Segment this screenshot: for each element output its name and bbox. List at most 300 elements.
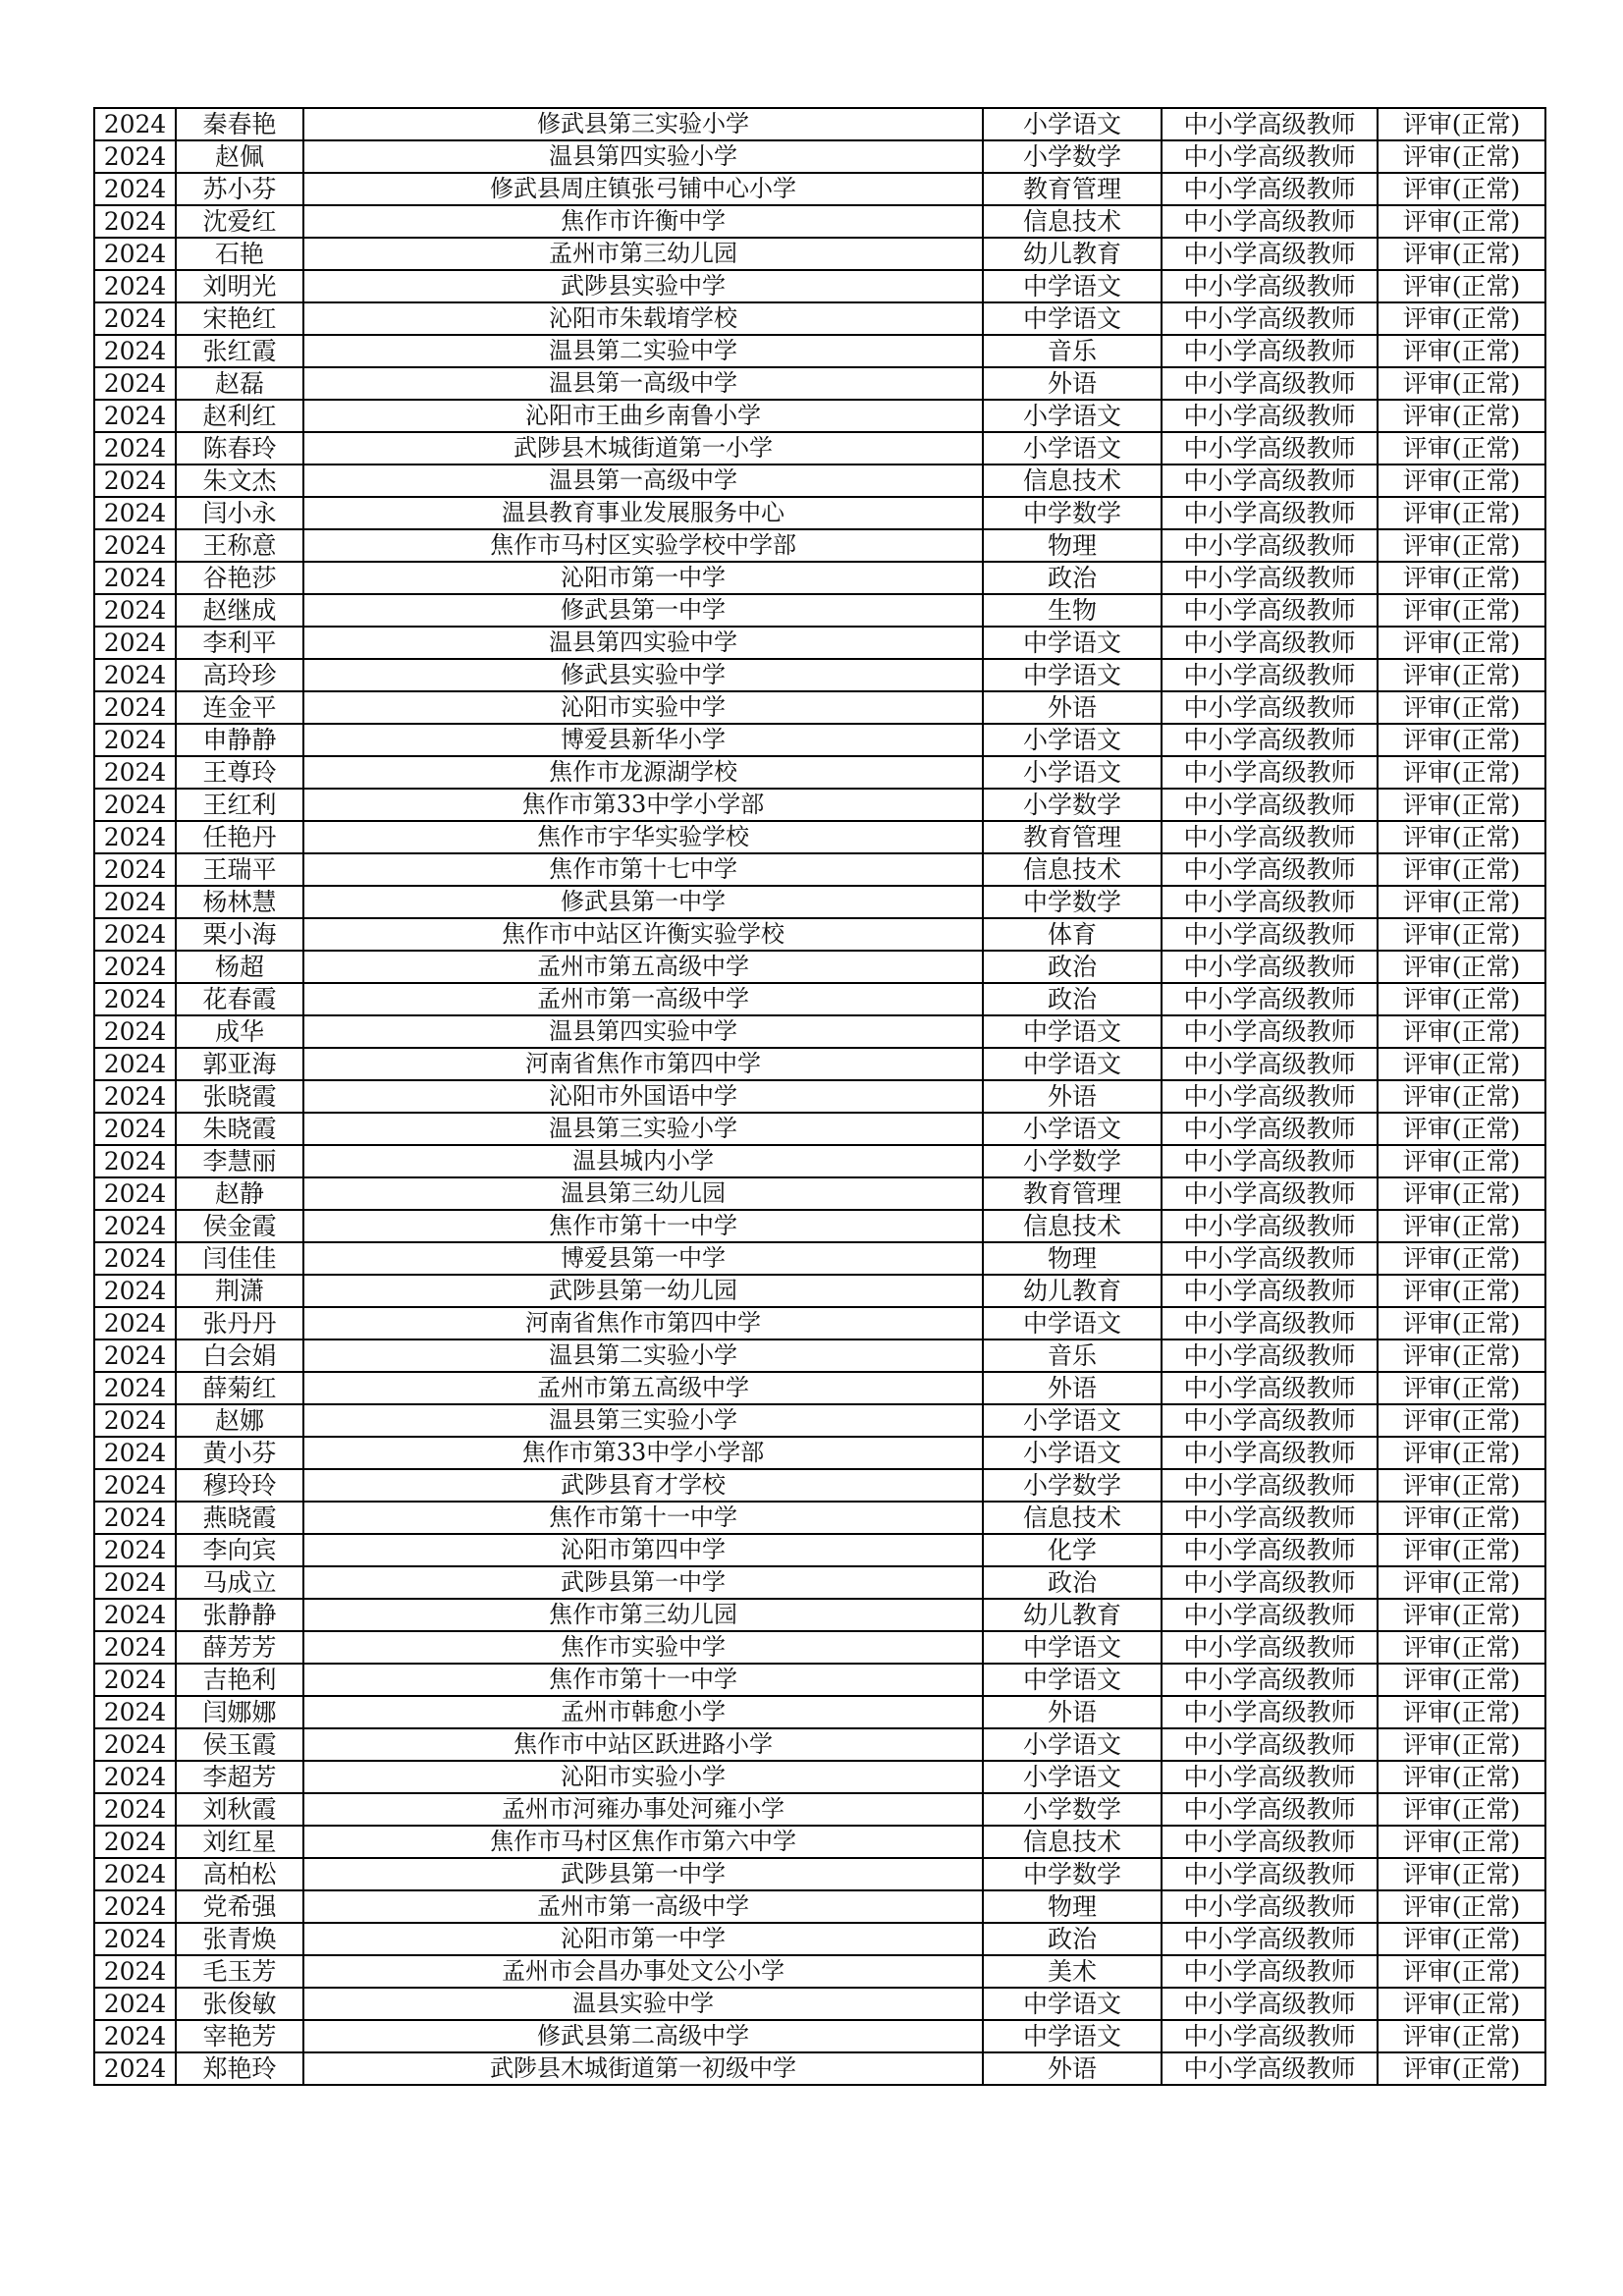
- review-type-cell: 评审(正常): [1378, 1307, 1545, 1339]
- year-cell: 2024: [94, 465, 176, 497]
- table-row: [94, 108, 1545, 140]
- institution-cell: 博爱县第一中学: [303, 1242, 983, 1275]
- subject-cell: 小学数学: [983, 1469, 1162, 1502]
- institution-cell: 焦作市第33中学小学部: [303, 1437, 983, 1469]
- institution-cell: 孟州市第一高级中学: [303, 1890, 983, 1923]
- table-row: [94, 1858, 1545, 1890]
- table-row: [94, 1437, 1545, 1469]
- title-cell: 中小学高级教师: [1162, 886, 1378, 918]
- name-cell: 薛菊红: [176, 1372, 303, 1404]
- subject-cell: 小学语文: [983, 1437, 1162, 1469]
- subject-cell: 生物: [983, 594, 1162, 627]
- table-row: [94, 1534, 1545, 1566]
- year-cell: 2024: [94, 724, 176, 756]
- year-cell: 2024: [94, 562, 176, 594]
- teacher-roster-table: [93, 107, 1546, 2086]
- institution-cell: 武陟县第一中学: [303, 1566, 983, 1599]
- review-type-cell: 评审(正常): [1378, 789, 1545, 821]
- title-cell: 中小学高级教师: [1162, 1890, 1378, 1923]
- title-cell: 中小学高级教师: [1162, 918, 1378, 951]
- name-cell: 成华: [176, 1015, 303, 1048]
- title-cell: 中小学高级教师: [1162, 789, 1378, 821]
- subject-cell: 外语: [983, 2052, 1162, 2085]
- title-cell: 中小学高级教师: [1162, 497, 1378, 529]
- title-cell: 中小学高级教师: [1162, 1761, 1378, 1793]
- name-cell: 张丹丹: [176, 1307, 303, 1339]
- subject-cell: 中学语文: [983, 1988, 1162, 2020]
- subject-cell: 政治: [983, 1923, 1162, 1955]
- subject-cell: 信息技术: [983, 853, 1162, 886]
- table-row: [94, 562, 1545, 594]
- year-cell: 2024: [94, 1339, 176, 1372]
- institution-cell: 温县第四实验小学: [303, 140, 983, 173]
- subject-cell: 小学语文: [983, 400, 1162, 432]
- review-type-cell: 评审(正常): [1378, 1826, 1545, 1858]
- table-row: [94, 1923, 1545, 1955]
- subject-cell: 信息技术: [983, 205, 1162, 238]
- table-row: [94, 789, 1545, 821]
- year-cell: 2024: [94, 691, 176, 724]
- name-cell: 闫娜娜: [176, 1696, 303, 1728]
- review-type-cell: 评审(正常): [1378, 173, 1545, 205]
- name-cell: 赵静: [176, 1177, 303, 1210]
- year-cell: 2024: [94, 1761, 176, 1793]
- title-cell: 中小学高级教师: [1162, 1793, 1378, 1826]
- review-type-cell: 评审(正常): [1378, 2052, 1545, 2085]
- year-cell: 2024: [94, 1080, 176, 1113]
- institution-cell: 沁阳市外国语中学: [303, 1080, 983, 1113]
- table-row: [94, 1566, 1545, 1599]
- review-type-cell: 评审(正常): [1378, 756, 1545, 789]
- review-type-cell: 评审(正常): [1378, 1761, 1545, 1793]
- title-cell: 中小学高级教师: [1162, 1599, 1378, 1631]
- name-cell: 闫佳佳: [176, 1242, 303, 1275]
- table-row: [94, 1761, 1545, 1793]
- subject-cell: 音乐: [983, 1339, 1162, 1372]
- name-cell: 沈爱红: [176, 205, 303, 238]
- table-row: [94, 1664, 1545, 1696]
- name-cell: 朱晓霞: [176, 1113, 303, 1145]
- title-cell: 中小学高级教师: [1162, 1275, 1378, 1307]
- year-cell: 2024: [94, 1566, 176, 1599]
- subject-cell: 化学: [983, 1534, 1162, 1566]
- institution-cell: 修武县第一中学: [303, 594, 983, 627]
- name-cell: 侯玉霞: [176, 1728, 303, 1761]
- subject-cell: 小学语文: [983, 1761, 1162, 1793]
- subject-cell: 小学数学: [983, 789, 1162, 821]
- institution-cell: 焦作市马村区实验学校中学部: [303, 529, 983, 562]
- table-row: [94, 1631, 1545, 1664]
- title-cell: 中小学高级教师: [1162, 1080, 1378, 1113]
- name-cell: 赵磊: [176, 367, 303, 400]
- table-row: [94, 1793, 1545, 1826]
- name-cell: 穆玲玲: [176, 1469, 303, 1502]
- name-cell: 党希强: [176, 1890, 303, 1923]
- year-cell: 2024: [94, 270, 176, 302]
- subject-cell: 外语: [983, 1696, 1162, 1728]
- review-type-cell: 评审(正常): [1378, 1080, 1545, 1113]
- name-cell: 李利平: [176, 627, 303, 659]
- institution-cell: 沁阳市朱载堉学校: [303, 302, 983, 335]
- institution-cell: 河南省焦作市第四中学: [303, 1307, 983, 1339]
- subject-cell: 教育管理: [983, 1177, 1162, 1210]
- year-cell: 2024: [94, 1048, 176, 1080]
- institution-cell: 焦作市第十一中学: [303, 1502, 983, 1534]
- institution-cell: 焦作市第33中学小学部: [303, 789, 983, 821]
- table-row: [94, 140, 1545, 173]
- subject-cell: 中学语文: [983, 1048, 1162, 1080]
- table-row: [94, 1988, 1545, 2020]
- year-cell: 2024: [94, 659, 176, 691]
- subject-cell: 中学语文: [983, 627, 1162, 659]
- title-cell: 中小学高级教师: [1162, 1210, 1378, 1242]
- review-type-cell: 评审(正常): [1378, 1210, 1545, 1242]
- title-cell: 中小学高级教师: [1162, 1339, 1378, 1372]
- name-cell: 刘明光: [176, 270, 303, 302]
- name-cell: 杨超: [176, 951, 303, 983]
- institution-cell: 修武县第三实验小学: [303, 108, 983, 140]
- review-type-cell: 评审(正常): [1378, 1793, 1545, 1826]
- institution-cell: 焦作市马村区焦作市第六中学: [303, 1826, 983, 1858]
- institution-cell: 武陟县育才学校: [303, 1469, 983, 1502]
- subject-cell: 政治: [983, 1566, 1162, 1599]
- subject-cell: 物理: [983, 529, 1162, 562]
- table-row: [94, 1339, 1545, 1372]
- subject-cell: 外语: [983, 691, 1162, 724]
- title-cell: 中小学高级教师: [1162, 400, 1378, 432]
- review-type-cell: 评审(正常): [1378, 594, 1545, 627]
- name-cell: 张俊敏: [176, 1988, 303, 2020]
- title-cell: 中小学高级教师: [1162, 1534, 1378, 1566]
- title-cell: 中小学高级教师: [1162, 821, 1378, 853]
- subject-cell: 政治: [983, 562, 1162, 594]
- year-cell: 2024: [94, 983, 176, 1015]
- name-cell: 闫小永: [176, 497, 303, 529]
- year-cell: 2024: [94, 1404, 176, 1437]
- year-cell: 2024: [94, 1988, 176, 2020]
- title-cell: 中小学高级教师: [1162, 1955, 1378, 1988]
- review-type-cell: 评审(正常): [1378, 108, 1545, 140]
- title-cell: 中小学高级教师: [1162, 302, 1378, 335]
- name-cell: 花春霞: [176, 983, 303, 1015]
- review-type-cell: 评审(正常): [1378, 238, 1545, 270]
- table-row: [94, 432, 1545, 465]
- name-cell: 秦春艳: [176, 108, 303, 140]
- table-row: [94, 497, 1545, 529]
- name-cell: 侯金霞: [176, 1210, 303, 1242]
- subject-cell: 中学语文: [983, 2020, 1162, 2052]
- review-type-cell: 评审(正常): [1378, 659, 1545, 691]
- name-cell: 陈春玲: [176, 432, 303, 465]
- year-cell: 2024: [94, 1728, 176, 1761]
- table-row: [94, 756, 1545, 789]
- institution-cell: 温县第二实验小学: [303, 1339, 983, 1372]
- institution-cell: 焦作市第十一中学: [303, 1664, 983, 1696]
- title-cell: 中小学高级教师: [1162, 270, 1378, 302]
- name-cell: 王尊玲: [176, 756, 303, 789]
- title-cell: 中小学高级教师: [1162, 432, 1378, 465]
- year-cell: 2024: [94, 756, 176, 789]
- subject-cell: 信息技术: [983, 1502, 1162, 1534]
- institution-cell: 修武县第二高级中学: [303, 2020, 983, 2052]
- title-cell: 中小学高级教师: [1162, 659, 1378, 691]
- table-row: [94, 1469, 1545, 1502]
- name-cell: 赵娜: [176, 1404, 303, 1437]
- title-cell: 中小学高级教师: [1162, 1858, 1378, 1890]
- name-cell: 连金平: [176, 691, 303, 724]
- table-row: [94, 1696, 1545, 1728]
- review-type-cell: 评审(正常): [1378, 1372, 1545, 1404]
- review-type-cell: 评审(正常): [1378, 691, 1545, 724]
- year-cell: 2024: [94, 173, 176, 205]
- institution-cell: 沁阳市第四中学: [303, 1534, 983, 1566]
- institution-cell: 孟州市第五高级中学: [303, 951, 983, 983]
- subject-cell: 幼儿教育: [983, 1275, 1162, 1307]
- year-cell: 2024: [94, 1145, 176, 1177]
- review-type-cell: 评审(正常): [1378, 1015, 1545, 1048]
- subject-cell: 外语: [983, 1080, 1162, 1113]
- subject-cell: 小学数学: [983, 140, 1162, 173]
- year-cell: 2024: [94, 1664, 176, 1696]
- subject-cell: 小学语文: [983, 108, 1162, 140]
- year-cell: 2024: [94, 1372, 176, 1404]
- table-row: [94, 465, 1545, 497]
- name-cell: 任艳丹: [176, 821, 303, 853]
- year-cell: 2024: [94, 529, 176, 562]
- review-type-cell: 评审(正常): [1378, 400, 1545, 432]
- institution-cell: 温县第一高级中学: [303, 465, 983, 497]
- year-cell: 2024: [94, 2020, 176, 2052]
- review-type-cell: 评审(正常): [1378, 1048, 1545, 1080]
- table-row: [94, 400, 1545, 432]
- review-type-cell: 评审(正常): [1378, 1113, 1545, 1145]
- subject-cell: 政治: [983, 951, 1162, 983]
- review-type-cell: 评审(正常): [1378, 1469, 1545, 1502]
- name-cell: 王称意: [176, 529, 303, 562]
- title-cell: 中小学高级教师: [1162, 1728, 1378, 1761]
- review-type-cell: 评审(正常): [1378, 627, 1545, 659]
- review-type-cell: 评审(正常): [1378, 205, 1545, 238]
- year-cell: 2024: [94, 853, 176, 886]
- subject-cell: 政治: [983, 983, 1162, 1015]
- table-row: [94, 529, 1545, 562]
- table-row: [94, 302, 1545, 335]
- year-cell: 2024: [94, 627, 176, 659]
- year-cell: 2024: [94, 432, 176, 465]
- name-cell: 刘红星: [176, 1826, 303, 1858]
- table-row: [94, 1015, 1545, 1048]
- title-cell: 中小学高级教师: [1162, 1113, 1378, 1145]
- table-row: [94, 1372, 1545, 1404]
- table-row: [94, 1404, 1545, 1437]
- year-cell: 2024: [94, 1955, 176, 1988]
- year-cell: 2024: [94, 918, 176, 951]
- subject-cell: 中学语文: [983, 270, 1162, 302]
- subject-cell: 音乐: [983, 335, 1162, 367]
- review-type-cell: 评审(正常): [1378, 302, 1545, 335]
- title-cell: 中小学高级教师: [1162, 562, 1378, 594]
- name-cell: 张静静: [176, 1599, 303, 1631]
- institution-cell: 焦作市第三幼儿园: [303, 1599, 983, 1631]
- year-cell: 2024: [94, 367, 176, 400]
- name-cell: 高柏松: [176, 1858, 303, 1890]
- name-cell: 赵佩: [176, 140, 303, 173]
- table-row: [94, 1048, 1545, 1080]
- review-type-cell: 评审(正常): [1378, 367, 1545, 400]
- name-cell: 高玲珍: [176, 659, 303, 691]
- name-cell: 薛芳芳: [176, 1631, 303, 1664]
- year-cell: 2024: [94, 1826, 176, 1858]
- year-cell: 2024: [94, 1275, 176, 1307]
- institution-cell: 焦作市实验中学: [303, 1631, 983, 1664]
- table-row: [94, 821, 1545, 853]
- title-cell: 中小学高级教师: [1162, 1923, 1378, 1955]
- institution-cell: 温县第二实验中学: [303, 335, 983, 367]
- institution-cell: 孟州市第一高级中学: [303, 983, 983, 1015]
- table-row: [94, 853, 1545, 886]
- year-cell: 2024: [94, 1631, 176, 1664]
- name-cell: 黄小芬: [176, 1437, 303, 1469]
- institution-cell: 沁阳市王曲乡南鲁小学: [303, 400, 983, 432]
- subject-cell: 小学语文: [983, 724, 1162, 756]
- subject-cell: 教育管理: [983, 821, 1162, 853]
- year-cell: 2024: [94, 789, 176, 821]
- institution-cell: 温县第三实验小学: [303, 1404, 983, 1437]
- institution-cell: 沁阳市第一中学: [303, 562, 983, 594]
- year-cell: 2024: [94, 497, 176, 529]
- review-type-cell: 评审(正常): [1378, 1534, 1545, 1566]
- institution-cell: 博爱县新华小学: [303, 724, 983, 756]
- review-type-cell: 评审(正常): [1378, 1437, 1545, 1469]
- title-cell: 中小学高级教师: [1162, 1502, 1378, 1534]
- review-type-cell: 评审(正常): [1378, 918, 1545, 951]
- subject-cell: 中学语文: [983, 1307, 1162, 1339]
- review-type-cell: 评审(正常): [1378, 140, 1545, 173]
- name-cell: 李慧丽: [176, 1145, 303, 1177]
- year-cell: 2024: [94, 1502, 176, 1534]
- review-type-cell: 评审(正常): [1378, 1599, 1545, 1631]
- institution-cell: 河南省焦作市第四中学: [303, 1048, 983, 1080]
- review-type-cell: 评审(正常): [1378, 951, 1545, 983]
- institution-cell: 沁阳市实验小学: [303, 1761, 983, 1793]
- name-cell: 荆潇: [176, 1275, 303, 1307]
- title-cell: 中小学高级教师: [1162, 951, 1378, 983]
- title-cell: 中小学高级教师: [1162, 1696, 1378, 1728]
- name-cell: 马成立: [176, 1566, 303, 1599]
- name-cell: 燕晓霞: [176, 1502, 303, 1534]
- institution-cell: 武陟县第一中学: [303, 1858, 983, 1890]
- title-cell: 中小学高级教师: [1162, 238, 1378, 270]
- institution-cell: 孟州市河雍办事处河雍小学: [303, 1793, 983, 1826]
- title-cell: 中小学高级教师: [1162, 1307, 1378, 1339]
- title-cell: 中小学高级教师: [1162, 465, 1378, 497]
- subject-cell: 小学数学: [983, 1145, 1162, 1177]
- title-cell: 中小学高级教师: [1162, 173, 1378, 205]
- table-row: [94, 594, 1545, 627]
- review-type-cell: 评审(正常): [1378, 983, 1545, 1015]
- subject-cell: 中学语文: [983, 302, 1162, 335]
- table-row: [94, 1145, 1545, 1177]
- subject-cell: 物理: [983, 1242, 1162, 1275]
- institution-cell: 孟州市第五高级中学: [303, 1372, 983, 1404]
- review-type-cell: 评审(正常): [1378, 853, 1545, 886]
- review-type-cell: 评审(正常): [1378, 821, 1545, 853]
- name-cell: 石艳: [176, 238, 303, 270]
- table-row: [94, 1955, 1545, 1988]
- year-cell: 2024: [94, 1696, 176, 1728]
- name-cell: 李向宾: [176, 1534, 303, 1566]
- table-row: [94, 270, 1545, 302]
- review-type-cell: 评审(正常): [1378, 465, 1545, 497]
- year-cell: 2024: [94, 238, 176, 270]
- table-row: [94, 659, 1545, 691]
- title-cell: 中小学高级教师: [1162, 1404, 1378, 1437]
- title-cell: 中小学高级教师: [1162, 756, 1378, 789]
- subject-cell: 中学语文: [983, 1664, 1162, 1696]
- subject-cell: 小学数学: [983, 1793, 1162, 1826]
- name-cell: 毛玉芳: [176, 1955, 303, 1988]
- title-cell: 中小学高级教师: [1162, 1826, 1378, 1858]
- table-row: [94, 173, 1545, 205]
- institution-cell: 沁阳市第一中学: [303, 1923, 983, 1955]
- year-cell: 2024: [94, 1793, 176, 1826]
- title-cell: 中小学高级教师: [1162, 1145, 1378, 1177]
- institution-cell: 焦作市许衡中学: [303, 205, 983, 238]
- subject-cell: 中学语文: [983, 1015, 1162, 1048]
- review-type-cell: 评审(正常): [1378, 1890, 1545, 1923]
- institution-cell: 焦作市中站区许衡实验学校: [303, 918, 983, 951]
- institution-cell: 温县城内小学: [303, 1145, 983, 1177]
- year-cell: 2024: [94, 1210, 176, 1242]
- institution-cell: 温县第四实验中学: [303, 1015, 983, 1048]
- name-cell: 朱文杰: [176, 465, 303, 497]
- title-cell: 中小学高级教师: [1162, 853, 1378, 886]
- year-cell: 2024: [94, 1890, 176, 1923]
- institution-cell: 温县第一高级中学: [303, 367, 983, 400]
- institution-cell: 武陟县木城街道第一小学: [303, 432, 983, 465]
- year-cell: 2024: [94, 1437, 176, 1469]
- subject-cell: 小学语文: [983, 432, 1162, 465]
- review-type-cell: 评审(正常): [1378, 1404, 1545, 1437]
- table-row: [94, 983, 1545, 1015]
- subject-cell: 体育: [983, 918, 1162, 951]
- title-cell: 中小学高级教师: [1162, 205, 1378, 238]
- review-type-cell: 评审(正常): [1378, 1177, 1545, 1210]
- institution-cell: 武陟县木城街道第一初级中学: [303, 2052, 983, 2085]
- table-row: [94, 1113, 1545, 1145]
- review-type-cell: 评审(正常): [1378, 1566, 1545, 1599]
- institution-cell: 温县第三实验小学: [303, 1113, 983, 1145]
- year-cell: 2024: [94, 1469, 176, 1502]
- institution-cell: 武陟县第一幼儿园: [303, 1275, 983, 1307]
- review-type-cell: 评审(正常): [1378, 1955, 1545, 1988]
- name-cell: 申静静: [176, 724, 303, 756]
- name-cell: 王红利: [176, 789, 303, 821]
- institution-cell: 焦作市第十一中学: [303, 1210, 983, 1242]
- table-body: [94, 108, 1545, 2085]
- year-cell: 2024: [94, 1858, 176, 1890]
- name-cell: 谷艳莎: [176, 562, 303, 594]
- institution-cell: 温县实验中学: [303, 1988, 983, 2020]
- year-cell: 2024: [94, 1534, 176, 1566]
- table-row: [94, 2052, 1545, 2085]
- table-row: [94, 1599, 1545, 1631]
- table-row: [94, 691, 1545, 724]
- institution-cell: 修武县周庄镇张弓铺中心小学: [303, 173, 983, 205]
- review-type-cell: 评审(正常): [1378, 1242, 1545, 1275]
- subject-cell: 信息技术: [983, 1826, 1162, 1858]
- year-cell: 2024: [94, 302, 176, 335]
